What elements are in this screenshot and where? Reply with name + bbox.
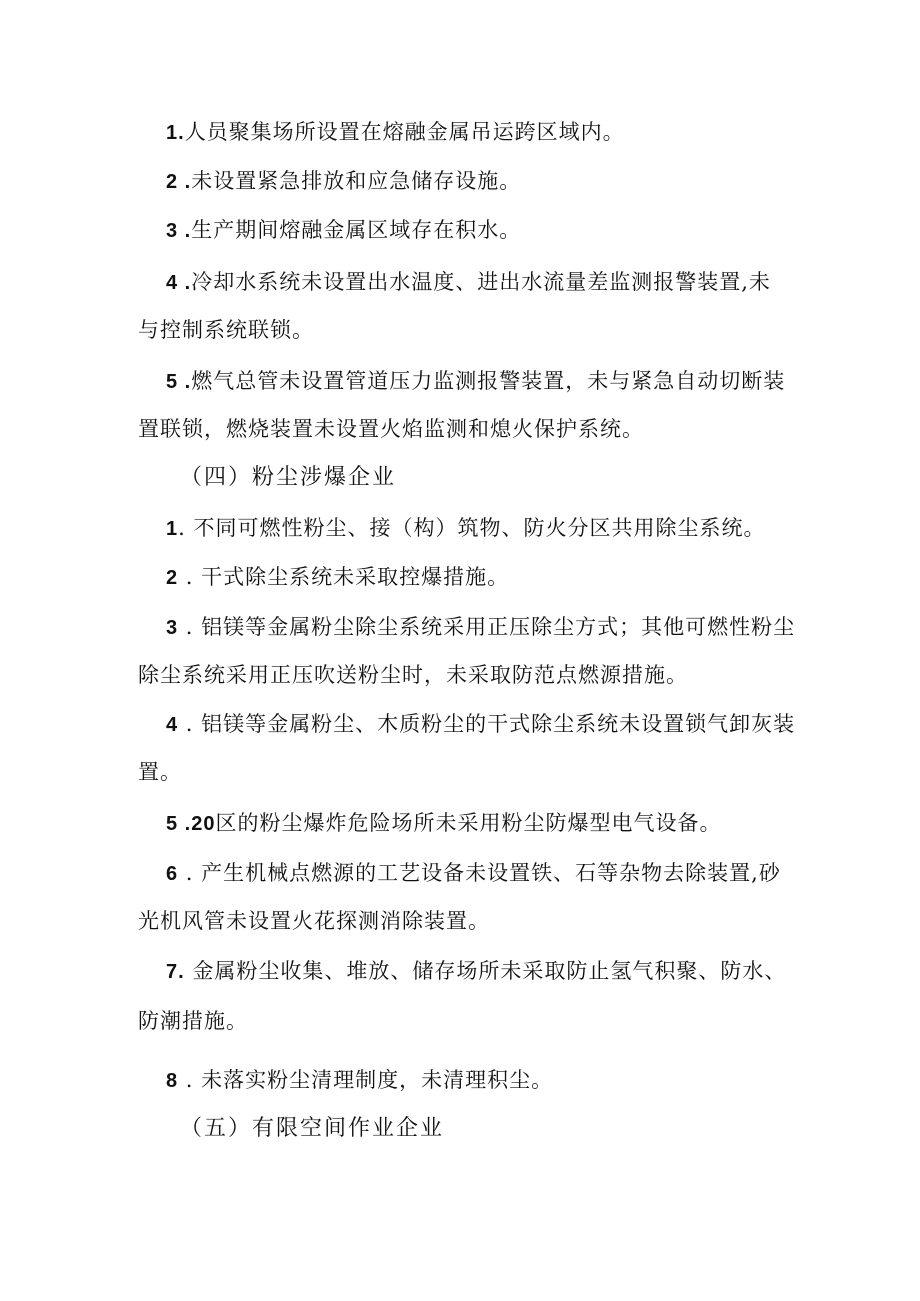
- item-number: 1.: [166, 122, 185, 144]
- item-text: 未设置紧急排放和应急储存设施。: [191, 169, 522, 193]
- list-item: [166, 206, 816, 255]
- list-item: [166, 700, 816, 749]
- item-number: 4: [166, 714, 179, 736]
- item-text: . 不同可燃性粉尘、接（构）筑物、防火分区共用除尘系统。: [178, 516, 766, 540]
- item-text: . 干式除尘系统未采取控爆措施。: [178, 565, 510, 589]
- item-text: . 铝镁等金属粉尘除尘系统采用正压除尘方式；其他可燃性粉尘: [178, 615, 796, 639]
- list-item-continuation: 防潮措施。: [138, 1009, 248, 1033]
- list-item: [166, 504, 816, 553]
- item-text: 生产期间熔融金属区域存在积水。: [191, 218, 522, 242]
- section-heading-dust: （四）粉尘涉爆企业: [180, 465, 397, 490]
- list-item: [166, 603, 816, 652]
- item-number: 8: [166, 1070, 179, 1092]
- item-number: 2: [166, 567, 179, 589]
- list-item: [166, 849, 816, 898]
- item-number: 7.: [166, 961, 185, 983]
- item-text: . 产生机械点燃源的工艺设备未设置铁、石等杂物去除装置,砂: [178, 861, 781, 885]
- list-item: [166, 799, 816, 848]
- item-text: . 未落实粉尘清理制度，未清理积尘。: [178, 1068, 554, 1092]
- item-number: 6: [166, 863, 179, 885]
- list-item: [166, 108, 816, 157]
- item-number: 5 .20: [166, 813, 216, 835]
- list-item: [166, 258, 816, 307]
- list-item: [166, 947, 816, 996]
- item-number: 3 .: [166, 220, 192, 242]
- list-item: [166, 157, 816, 206]
- list-item-continuation: 置。: [138, 760, 182, 784]
- item-number: 4 .: [166, 272, 192, 294]
- item-number: 3: [166, 617, 179, 639]
- item-number: 2 .: [166, 171, 192, 193]
- list-item: [166, 357, 816, 406]
- list-item: [166, 1056, 816, 1105]
- item-text: 燃气总管未设置管道压力监测报警装置，未与紧急自动切断装: [191, 369, 786, 393]
- item-text: 金属粉尘收集、堆放、储存场所未采取防止氢气积聚、防水、: [184, 959, 787, 983]
- list-item-continuation: 除尘系统采用正压吹送粉尘时，未采取防范点燃源措施。: [138, 663, 688, 687]
- list-item-continuation: 与控制系统联锁。: [138, 318, 314, 342]
- item-text: 人员聚集场所设置在熔融金属吊运跨区域内。: [184, 120, 625, 144]
- item-text: 冷却水系统未设置出水温度、进出水流量差监测报警装置,未: [191, 270, 771, 294]
- item-number: 1: [166, 518, 179, 540]
- section-heading-confined-space: （五）有限空间作业企业: [180, 1116, 445, 1141]
- item-number: 5 .: [166, 371, 192, 393]
- item-text: . 铝镁等金属粉尘、木质粉尘的干式除尘系统未设置锁气卸灰装: [178, 712, 796, 736]
- list-item-continuation: 置联锁，燃烧装置未设置火焰监测和熄火保护系统。: [138, 417, 644, 441]
- item-text: 区的粉尘爆炸危险场所未采用粉尘防爆型电气设备。: [215, 811, 722, 835]
- list-item-continuation: 光机风管未设置火花探测消除装置。: [138, 909, 490, 933]
- list-item: [166, 553, 816, 602]
